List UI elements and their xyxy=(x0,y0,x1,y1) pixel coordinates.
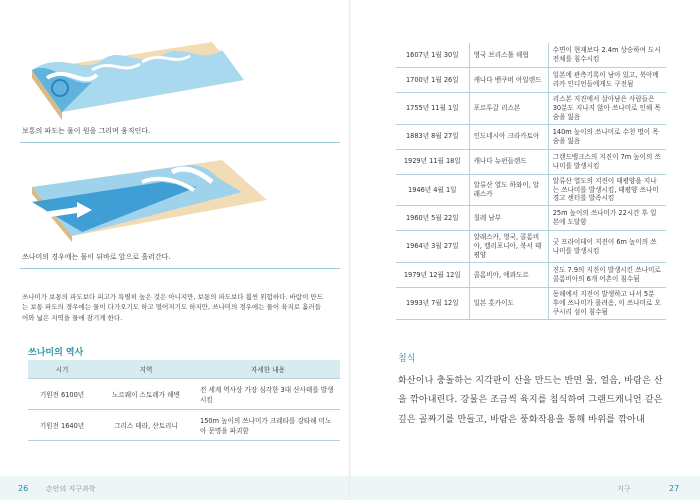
table-cell: 1946년 4월 1일 xyxy=(396,174,469,206)
footer-left xyxy=(0,476,349,500)
sub-heading-erosion: 침식 xyxy=(398,354,416,364)
table-cell: 콜롬비아, 에콰도르 xyxy=(469,263,548,288)
column-header-details: 자세한 내용 xyxy=(196,360,340,379)
table-cell: 동해에서 지진이 발생하고 나서 5분 후에 쓰나미가 몰려옴, 이 쓰나미로 오쿠시리 섬이 침수됨 xyxy=(548,288,666,320)
table-row xyxy=(28,379,340,410)
column-header-region: 지역 xyxy=(96,360,196,379)
body-paragraph: 화산이나 충돌하는 지각판이 산을 만드는 반면 물, 얼음, 바람은 산을 깎아내린다. 강물은 조금씩 육지를 침식하여 그랜드캐니언 같은 깊은 골짜기를 만들고, 바람은 풍화작용을 통해 바위를 깎아내 xyxy=(398,376,663,425)
table-cell: 1993년 7월 12일 xyxy=(396,288,469,320)
page-number: 27 xyxy=(669,484,680,493)
table-cell: 포르투갈 리스본 xyxy=(469,93,548,125)
table-cell: 기원전 1640년 xyxy=(28,410,96,441)
figure-caption-normal-wave: 보통의 파도는 물이 원을 그리며 움직인다. xyxy=(22,127,151,135)
page-number: 26 xyxy=(18,484,29,493)
table-cell: 1700년 1월 26일 xyxy=(396,68,469,93)
table-cell: 1883년 8월 27일 xyxy=(396,124,469,149)
table-cell: 리스본 지진에서 살아남은 사람들은 30분도 지나지 않아 쓰나미로 인해 목숨을 잃음 xyxy=(548,93,666,125)
table-cell: 인도네시아 크라카토아 xyxy=(469,124,548,149)
table-cell: 150m 높이의 쓰나미가 크레타를 강타해 미노아 문명을 파괴함 xyxy=(196,410,340,441)
chapter-title: 지구 xyxy=(617,485,631,493)
table-cell: 그리스 테라, 산토리니 xyxy=(96,410,196,441)
table-header-row xyxy=(28,360,340,379)
table-row xyxy=(396,206,666,231)
table-cell: 1964년 3월 27일 xyxy=(396,231,469,263)
table-cell: 그랜드뱅크스의 지진이 7m 높이의 쓰나미를 발생시킴 xyxy=(548,149,666,174)
table-cell: 기원전 6100년 xyxy=(28,379,96,410)
footer-right xyxy=(351,476,700,500)
table-cell: 25m 높이의 쓰나미가 22시간 후 일본에 도달함 xyxy=(548,206,666,231)
table-cell: 1607년 1월 30일 xyxy=(396,43,469,68)
body-paragraph: 쓰나미가 보통의 파도보다 피고가 특별히 높은 것은 아니지만, 보통의 파도보다 훨씬 위험하다. 바람이 만드는 보통 파도의 경우에는 물이 다가오기도 하고 멀어지기도 하지만, 쓰나미의 경우에는 물이 육지로 흘러들어와 넓은 지역을 물에 잠기게 한다. xyxy=(22,293,323,322)
table-row xyxy=(396,124,666,149)
section-title: 쓰나미의 역사 xyxy=(28,348,84,358)
table-row xyxy=(28,410,340,441)
table-cell: 1960년 5월 22일 xyxy=(396,206,469,231)
table-cell: 진도 7.9의 지진이 발생시킨 쓰나미로 콜롬비아의 6개 어촌이 침수됨 xyxy=(548,263,666,288)
figure-caption-tsunami: 쓰나미의 경우에는 물이 뒤바로 앞으로 흘러간다. xyxy=(22,253,171,261)
table-cell: 굿 프라이데이 지진이 6m 높이의 쓰나미를 발생시킴 xyxy=(548,231,666,263)
tsunami-history-table-left xyxy=(28,360,340,441)
table-row xyxy=(396,149,666,174)
table-row xyxy=(396,263,666,288)
table-cell: 캐나다 밴쿠버 아일랜드 xyxy=(469,68,548,93)
tsunami-wave-illustration xyxy=(22,152,272,242)
table-cell: 1929년 11월 18일 xyxy=(396,149,469,174)
table-cell: 알류산 열도 하와이, 알래스카 xyxy=(469,174,548,206)
table-cell: 일본에 관측기록이 남아 있고, 북아메리카 인디언들에게도 구전됨 xyxy=(548,68,666,93)
table-cell: 수면이 현재보다 2.4m 상승하여 도시 전체를 침수시킴 xyxy=(548,43,666,68)
table-cell: 캐나다 뉴펀들랜드 xyxy=(469,149,548,174)
table-row xyxy=(396,68,666,93)
divider xyxy=(20,268,340,269)
tsunami-history-table-right xyxy=(396,43,666,320)
table-row xyxy=(396,93,666,125)
table-cell: 영국 브리스톨 해협 xyxy=(469,43,548,68)
table-cell: 1979년 12월 12일 xyxy=(396,263,469,288)
table-cell: 전 세계 역사상 가장 심각한 3대 산사태를 발생시킴 xyxy=(196,379,340,410)
table-row xyxy=(396,288,666,320)
divider xyxy=(20,142,340,143)
table-cell: 노르웨이 스토레가 해변 xyxy=(96,379,196,410)
normal-wave-illustration xyxy=(22,30,252,120)
table-row xyxy=(396,174,666,206)
column-header-period: 시기 xyxy=(28,360,96,379)
book-title: 손안의 지구과학 xyxy=(46,485,96,493)
table-cell: 일본 홋카이도 xyxy=(469,288,548,320)
table-cell: 알래스카, 영국, 콜롬비아, 캘리포니아, 북서 태평양 xyxy=(469,231,548,263)
table-cell: 알류산 열도의 지진이 태평양을 지나는 쓰나미를 발생시킴, 태평양 쓰나미 경고 센터를 발족시킴 xyxy=(548,174,666,206)
table-row xyxy=(396,43,666,68)
table-cell: 1755년 11월 1일 xyxy=(396,93,469,125)
table-row xyxy=(396,231,666,263)
table-cell: 칠레 남부 xyxy=(469,206,548,231)
table-cell: 140m 높이의 쓰나미로 수천 명이 목숨을 잃음 xyxy=(548,124,666,149)
